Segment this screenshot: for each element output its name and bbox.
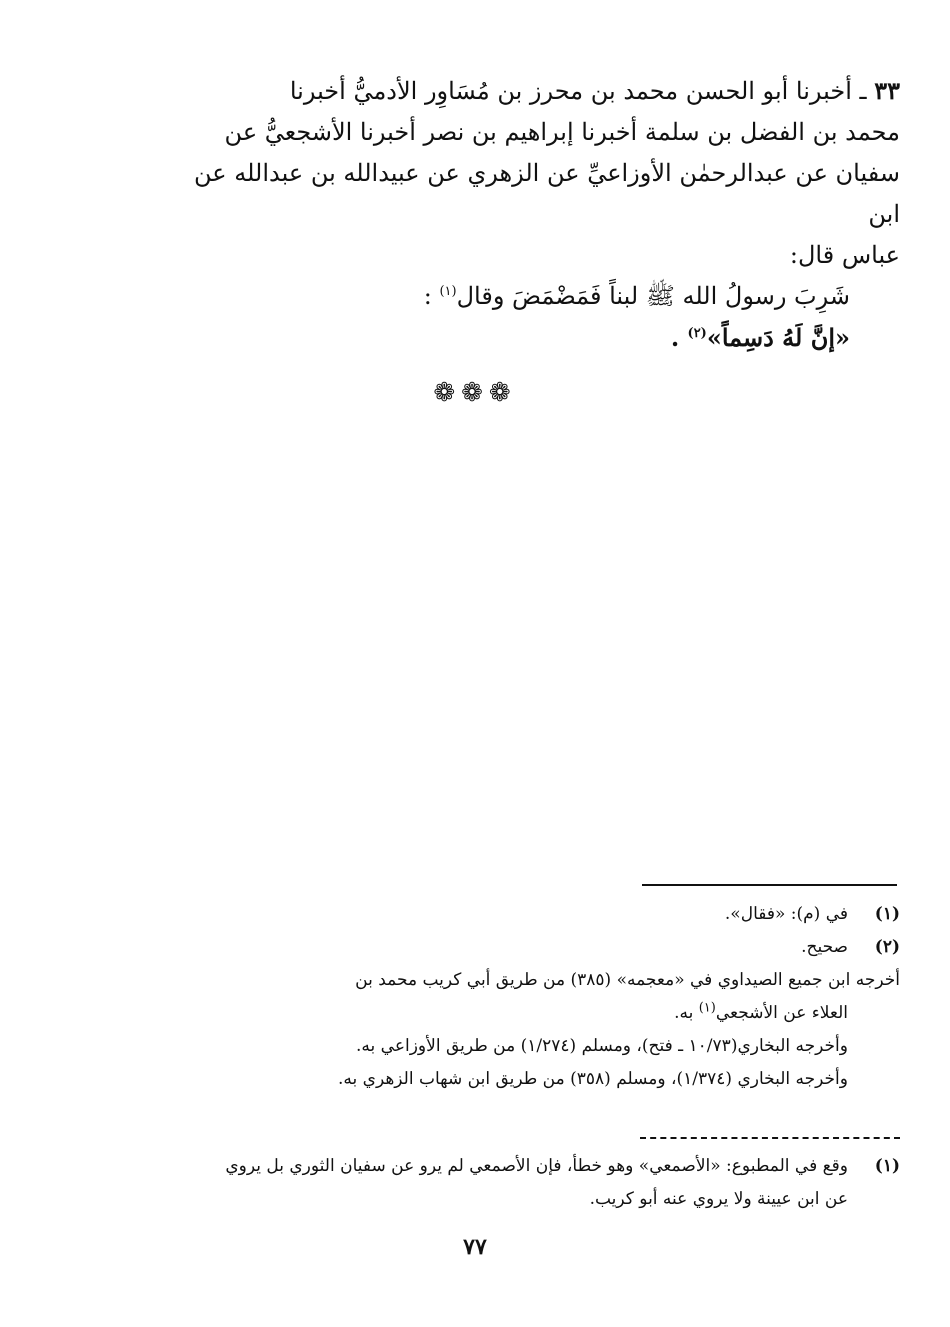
footnote-text-1: في (م): «فقال». <box>724 904 848 924</box>
hadith-number: ٣٣ <box>874 76 900 105</box>
hadith-text <box>155 70 900 358</box>
hadith-line-3: سفيان عن عبدالرحمٰن الأوزاعيِّ عن الزهري عن عبيدالله بن عبدالله عن ابن <box>194 159 900 228</box>
matn-end-1: : <box>423 282 432 310</box>
ornament-divider: ❁❁❁ <box>433 378 517 408</box>
footnote-number-2: (٢) <box>874 937 900 957</box>
sub-footnote-1 <box>150 1150 900 1183</box>
takhrij-line-1: أخرجه ابن جميع الصيداوي في «معجمه» (٣٨٥) من طريق أبي كريب محمد بن <box>355 970 900 990</box>
matn-line-2 <box>155 317 900 358</box>
page-number: ٧٧ <box>463 1234 487 1260</box>
sub-footnote-ref: (١) <box>698 1000 716 1016</box>
matn-end-2: . <box>670 323 680 352</box>
takhrij-line-2-text: العلاء عن الأشجعي <box>715 1003 848 1023</box>
sub-footnote-number: (١) <box>874 1156 900 1176</box>
footnote-number-1: (١) <box>874 904 900 924</box>
footnote-1 <box>150 898 900 931</box>
sub-footnote-line-1: وقع في المطبوع: «الأصمعي» وهو خطأ، فإن الأصمعي لم يرو عن سفيان الثوري بل يروي <box>225 1156 848 1176</box>
footnote-text-2: صحيح. <box>801 937 848 957</box>
sub-footnote-line-2: عن ابن عيينة ولا يروي عنه أبو كريب. <box>589 1189 848 1209</box>
matn-line-1 <box>155 276 900 317</box>
footnotes <box>150 898 900 1096</box>
footnote-2 <box>150 931 900 964</box>
sub-footnote-separator <box>640 1137 900 1139</box>
takhrij-line-2 <box>150 997 900 1030</box>
matn-text-1: شَرِبَ رسولُ الله ﷺ لبناً فَمَضْمَضَ وقال <box>456 282 850 310</box>
footnote-ref-1: (١) <box>439 284 457 299</box>
hadith-line-1-text: ـ أخبرنا أبو الحسن محمد بن محرز بن مُسَاوِر الأدميُّ أخبرنا <box>289 77 867 105</box>
takhrij-line-3: وأخرجه البخاري(١٠/٧٣ ـ فتح)، ومسلم (١/٢٧٤) من طريق الأوزاعي به. <box>356 1036 848 1056</box>
footnote-separator <box>642 884 897 886</box>
takhrij-line-4: وأخرجه البخاري (١/٣٧٤)، ومسلم (٣٥٨) من طريق ابن شهاب الزهري به. <box>337 1069 848 1089</box>
sub-footnotes <box>150 1150 900 1216</box>
takhrij-line-2-end: به. <box>674 1003 699 1023</box>
hadith-line-1 <box>155 70 900 112</box>
hadith-line-2: محمد بن الفضل بن سلمة أخبرنا إبراهيم بن نصر أخبرنا الأشجعيُّ عن <box>224 118 900 146</box>
hadith-line-4: عباس قال: <box>789 241 900 269</box>
footnote-ref-2: (٢) <box>687 326 707 341</box>
matn-text-2: «إنَّ لَهُ دَسِماً» <box>706 323 850 352</box>
